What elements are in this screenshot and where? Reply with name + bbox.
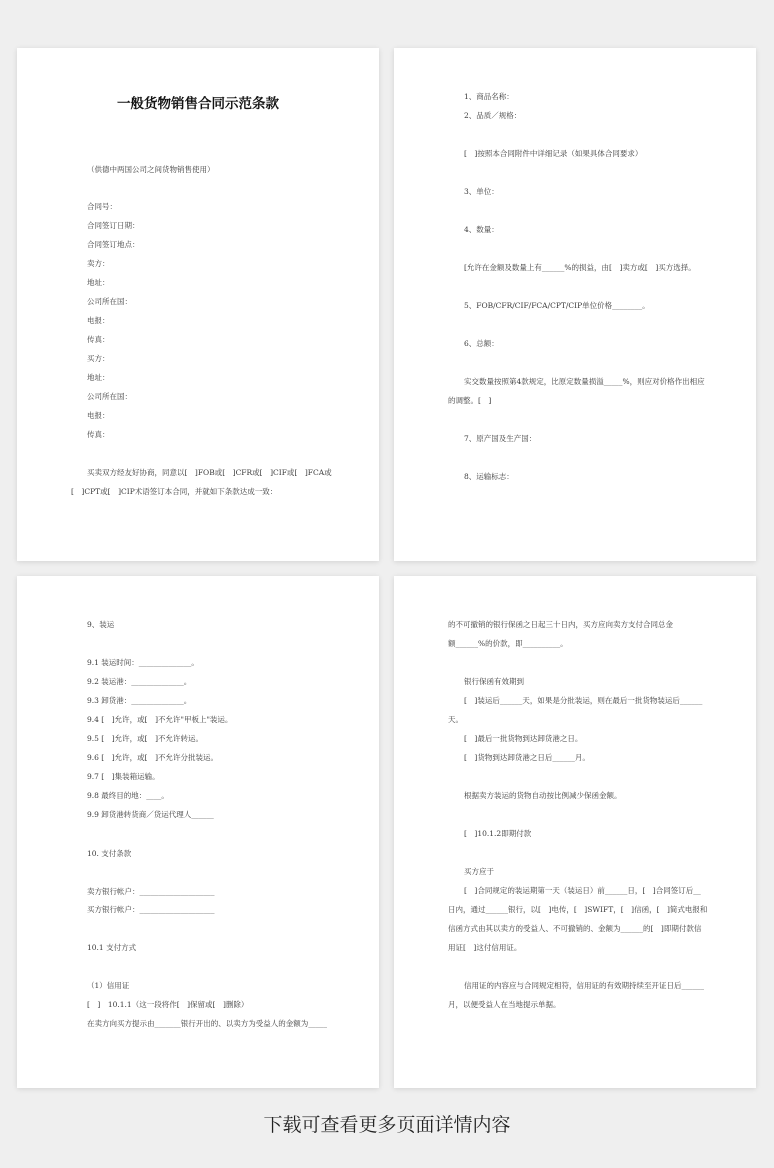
- clause-line: [ ]合同规定的装运期第一天（装运日）前______日，[ ]合同签订后__: [464, 886, 701, 895]
- clause-line: 3、单位：: [464, 187, 499, 196]
- download-more-caption[interactable]: 下载可查看更多页面详情内容: [263, 1114, 511, 1136]
- clause-line: 额______%的价款，即__________。: [448, 639, 568, 648]
- clause-line: 9.9 卸货港转货商／货运代理人______: [87, 810, 214, 819]
- clause-line: 5、FOB/CFR/CIF/FCA/CPT/CIP单位价格________。: [464, 301, 650, 310]
- clause-line: 银行保函有效期到: [464, 677, 524, 686]
- clause-line: 的不可撤销的银行保函之日起三十日内，买方应向卖方支付合同总金: [448, 620, 673, 629]
- document-title: 一般货物销售合同示范条款: [117, 96, 279, 112]
- clause-line: 10. 支付条款: [87, 849, 132, 858]
- clause-line: 2、品质／规格：: [464, 111, 522, 120]
- clause-line: 日内，通过______银行，以[ ]电传，[ ]SWIFT，[ ]信函，[ ]简式电报和: [448, 905, 708, 914]
- field-buyer-country: 公司所在国：: [87, 392, 132, 401]
- field-contract-place: 合同签订地点：: [87, 240, 140, 249]
- field-contract-number: 合同号：: [87, 202, 117, 211]
- clause-line: 实交数量按照第4款规定，比原定数量损溢_____%，则应对价格作出相应: [464, 377, 705, 386]
- clause-line: [ ]10.1.2即期付款: [464, 829, 532, 838]
- clause-line: 10.1 支付方式: [87, 943, 137, 952]
- field-seller-telegram: 电报：: [87, 316, 110, 325]
- clause-line: [ ] 10.1.1（这一段将作[ ]保留或[ ]删除）: [87, 1000, 249, 1009]
- clause-line: 买方银行帐户：____________________: [87, 905, 215, 914]
- field-contract-date: 合同签订日期：: [87, 221, 140, 230]
- clause-line: 信用证的内容应与合同规定相符，信用证的有效期持续至开证日后______: [464, 981, 704, 990]
- document-page-4: [394, 576, 756, 1088]
- clause-line: 4、数量：: [464, 225, 499, 234]
- clause-line: 9、装运: [87, 620, 115, 629]
- clause-line: 7、原产国及生产国：: [464, 434, 537, 443]
- field-seller-address: 地址：: [87, 278, 110, 287]
- clause-line: 9.6 [ ]允许，或[ ]不允许分批装运。: [87, 753, 219, 762]
- clause-line: 9.4 [ ]允许，或[ ]不允许"甲板上"装运。: [87, 715, 233, 724]
- field-buyer-fax: 传真：: [87, 430, 110, 439]
- intro-paragraph-line: [ ]CPT或[ ]CIP术语签订本合同，并就如下条款达成一致：: [71, 487, 278, 496]
- field-seller: 卖方：: [87, 259, 110, 268]
- clause-line: 卖方银行帐户：____________________: [87, 887, 215, 896]
- clause-line: 天。: [448, 715, 463, 724]
- clause-line: 6、总额：: [464, 339, 499, 348]
- clause-line: （1）信用证: [87, 981, 130, 990]
- clause-line: [ ]货物到达卸货港之日后______月。: [464, 753, 590, 762]
- clause-line: 9.3 卸货港：______________。: [87, 696, 192, 705]
- field-buyer-telegram: 电报：: [87, 411, 110, 420]
- document-page-3: [17, 576, 379, 1088]
- clause-line: 9.2 装运港：______________。: [87, 677, 192, 686]
- clause-line: 1、商品名称：: [464, 92, 514, 101]
- intro-paragraph-line: 买卖双方经友好协商，同意以[ ]FOB或[ ]CFR或[ ]CIF或[ ]FCA或: [87, 468, 332, 477]
- clause-line: 8、运输标志：: [464, 472, 514, 481]
- field-buyer: 买方：: [87, 354, 110, 363]
- clause-line: 根据卖方装运的货物自动按比例减少保函金额。: [464, 791, 622, 800]
- clause-line: 用证[ ]这付信用证。: [448, 943, 522, 952]
- clause-line: 买方应于: [464, 867, 494, 876]
- field-seller-country: 公司所在国：: [87, 297, 132, 306]
- clause-line: [ ]最后一批货物到达卸货港之日。: [464, 734, 583, 743]
- clause-line: 月，以便受益人在当地提示单据。: [448, 1000, 561, 1009]
- clause-line: 9.8 最终目的地：____。: [87, 791, 169, 800]
- clause-line: 信函方式由其以卖方的受益人、不可撤销的、金额为______的[ ]即期付款信: [448, 924, 702, 933]
- clause-line: 9.5 [ ]允许，或[ ]不允许转运。: [87, 734, 204, 743]
- document-page-2: [394, 48, 756, 561]
- document-page-1: [17, 48, 379, 561]
- clause-line: [ ]装运后______天，如果是分批装运，则在最后一批货物装运后______: [464, 696, 703, 705]
- clause-line: [允许在金额及数量上有______%的损益，由[ ]卖方或[ ]买方选择。: [464, 263, 696, 272]
- clause-line: 9.7 [ ]集装箱运输。: [87, 772, 160, 781]
- clause-line: 9.1 装运时间：______________。: [87, 658, 199, 667]
- document-subtitle: （供德中两国公司之间货物销售使用）: [87, 165, 215, 174]
- clause-line: 在卖方向买方提示由_______银行开出的、以卖方为受益人的金额为_____: [87, 1019, 327, 1028]
- field-buyer-address: 地址：: [87, 373, 110, 382]
- clause-line: 的调整。[ ]: [448, 396, 492, 405]
- clause-line: [ ]按照本合同附件中详细记录（如果具体合同要求）: [464, 149, 643, 158]
- field-seller-fax: 传真：: [87, 335, 110, 344]
